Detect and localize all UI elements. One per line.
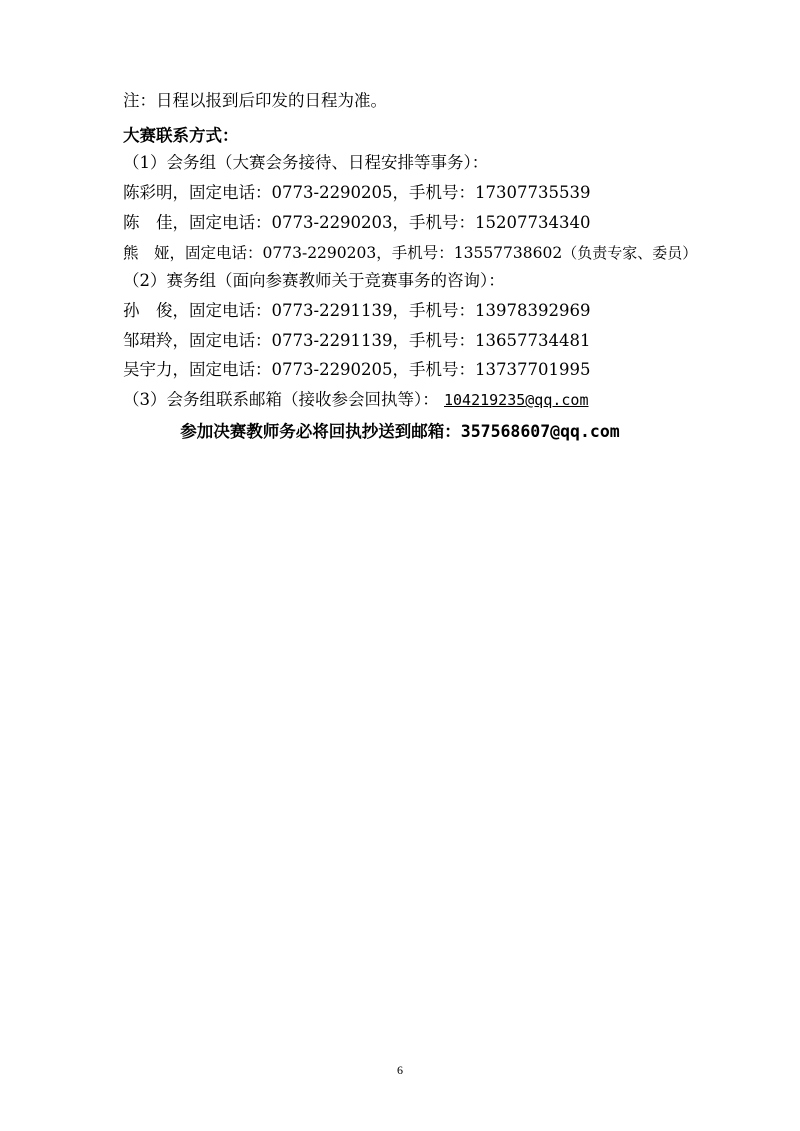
contact-details: ，固定电话：0773-2290205，手机号：13737701995 [172, 360, 591, 379]
contact-row [123, 330, 591, 352]
final-notice-text: 参加决赛教师务必将回执抄送到邮箱： [180, 422, 461, 441]
contact-details: ，固定电话：0773-2290203，手机号：13557738602 [169, 244, 563, 262]
contact-row [123, 300, 591, 322]
contact-details: ，固定电话：0773-2291139，手机号：13657734481 [172, 331, 591, 350]
contact-name: 孙 俊 [123, 301, 173, 320]
contact-details: ，固定电话：0773-2290203，手机号：15207734340 [172, 213, 591, 232]
group3-row [123, 389, 589, 411]
final-notice-email: 357568607@qq.com [460, 422, 620, 441]
contact-row [123, 182, 591, 204]
contact-row [123, 212, 591, 234]
email-link[interactable]: 104219235@qq.com [444, 391, 589, 409]
contact-name: 熊 娅 [123, 244, 170, 262]
group1-title: （1）会务组（大赛会务接待、日程安排等事务）： [123, 153, 489, 172]
group3-title: （3）会务组联系邮箱（接收参会回执等）： [123, 390, 439, 409]
contact-row [123, 242, 697, 264]
contact-name: 吴宇力 [123, 360, 173, 379]
contact-name: 邹珺羚 [123, 331, 173, 350]
contact-details: ，固定电话：0773-2290205，手机号：17307735539 [172, 183, 591, 202]
contact-row [123, 359, 591, 381]
contact-heading: 大赛联系方式： [123, 126, 239, 145]
contact-details: ，固定电话：0773-2291139，手机号：13978392969 [172, 301, 591, 320]
page-number: 6 [397, 1063, 403, 1077]
contact-name: 陈 佳 [123, 213, 173, 232]
contact-name: 陈彩明 [123, 183, 173, 202]
contact-remark: （负责专家、委员） [562, 244, 698, 262]
schedule-note: 注：日程以报到后印发的日程为准。 [123, 91, 387, 110]
final-notice [0, 421, 800, 443]
group2-title: （2）赛务组（面向参赛教师关于竞赛事务的咨询）： [123, 271, 505, 290]
